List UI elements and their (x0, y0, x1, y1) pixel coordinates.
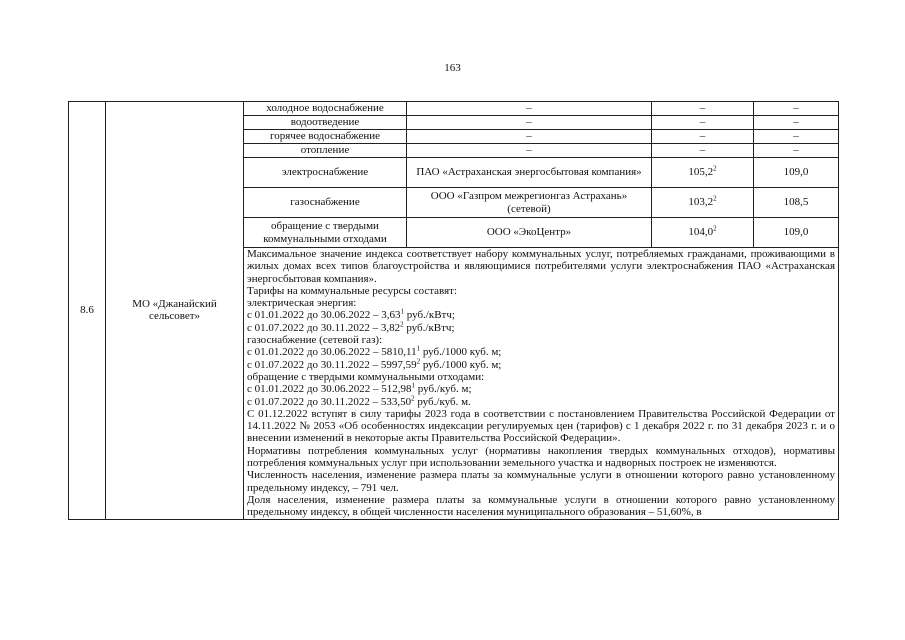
service-name: обращение с твердыми коммунальными отходами (244, 218, 407, 248)
tariff-unit: руб./куб. м. (414, 395, 471, 408)
tariff-text: с 01.07.2022 до 30.11.2022 – 533,50 (247, 395, 412, 408)
tariff-unit: руб./кВтч; (403, 309, 455, 322)
page-number: 163 (444, 62, 461, 74)
tariff-unit: руб./1000 куб. м; (420, 358, 502, 371)
service-index: – (652, 116, 754, 130)
footnote-mark: 2 (400, 320, 404, 329)
service-name: горячее водоснабжение (244, 130, 407, 144)
tariff-text: с 01.01.2022 до 30.06.2022 – 512,98 (247, 383, 412, 396)
gas-tariff-2 (247, 359, 835, 371)
norms-paragraph: Нормативы потребления коммунальных услуг (нормативы накопления твердых коммунальных отходов), нормативы потребления коммунальных услуг при использовании земельного участка и надворных построек не изменяются. (247, 444, 835, 470)
tariff-unit: руб./кВтч; (403, 321, 455, 334)
electricity-tariff-2 (247, 322, 835, 334)
service-name: газоснабжение (244, 188, 407, 218)
service-value: – (754, 116, 839, 130)
service-index: – (652, 130, 754, 144)
footnote-mark: 2 (416, 357, 421, 366)
service-provider: ПАО «Астраханская энергосбытовая компания» (407, 158, 652, 188)
index-value: 105,2 (688, 166, 714, 179)
intro-paragraph: Максимальное значение индекса соответствует набору коммунальных услуг, потребляемых гражданами, проживающими в жилых домах всех типов благоустройства и являющимися потребителями услуги электроснабжения ПАО «Астраханская энергосбытовая компания». (247, 248, 835, 285)
service-index (652, 188, 754, 218)
service-name: водоотведение (244, 116, 407, 130)
service-provider: ООО «Газпром межрегионгаз Астрахань» (сетевой) (407, 188, 652, 218)
service-name: электроснабжение (244, 158, 407, 188)
tariff-text: с 01.01.2022 до 30.06.2022 – 3,63 (247, 309, 401, 322)
service-provider: ООО «ЭкоЦентр» (407, 218, 652, 248)
footnote-mark: 2 (411, 393, 415, 402)
tariff-unit: руб./куб. м; (414, 383, 472, 396)
service-index: – (652, 144, 754, 158)
table-body (69, 102, 839, 520)
service-provider: – (407, 130, 652, 144)
footnote-mark: 1 (416, 344, 421, 353)
service-value: 108,5 (754, 188, 839, 218)
waste-heading: обращение с твердыми коммунальными отходами: (247, 370, 485, 383)
service-value: – (754, 102, 839, 116)
tariff-table (68, 101, 839, 520)
tariff-text: с 01.01.2022 до 30.06.2022 – 5810,11 (247, 346, 417, 359)
tariff-unit: руб./1000 куб. м; (420, 346, 502, 359)
index-value: 103,2 (688, 196, 714, 209)
description-cell (244, 248, 839, 520)
service-provider: – (407, 116, 652, 130)
tariffs-heading: Тарифы на коммунальные ресурсы составят: (247, 284, 458, 297)
row-number: 8.6 (69, 102, 106, 520)
service-provider: – (407, 144, 652, 158)
electricity-heading: электрическая энергия: (247, 297, 357, 310)
footnote-mark: 2 (713, 224, 717, 233)
service-name: холодное водоснабжение (244, 102, 407, 116)
electricity-tariff-1 (247, 309, 835, 321)
index-value: 104,0 (688, 226, 714, 239)
service-value: – (754, 130, 839, 144)
service-provider: – (407, 102, 652, 116)
footnote-mark: 1 (411, 381, 415, 390)
tariff-text: с 01.07.2022 до 30.11.2022 – 3,82 (247, 321, 401, 334)
table-row (69, 102, 839, 116)
share-paragraph: Доля населения, изменение размера платы за коммунальные услуги в отношении которого равно установленному предельному индексу, в общей численности населения муниципального образования – 51,60%, в (247, 493, 835, 519)
service-index (652, 218, 754, 248)
service-value: – (754, 144, 839, 158)
municipality-name: МО «Джанайский сельсовет» (106, 102, 244, 520)
service-value: 109,0 (754, 218, 839, 248)
tariff-text: с 01.07.2022 до 30.11.2022 – 5997,59 (247, 358, 417, 371)
service-value: 109,0 (754, 158, 839, 188)
service-index (652, 158, 754, 188)
footnote-mark: 2 (713, 194, 717, 203)
waste-tariff-2 (247, 393, 835, 408)
population-paragraph: Численность населения, изменение размера платы за коммунальные услуги в отношении которого равно установленному предельному индексу, – 791 чел. (247, 469, 835, 494)
decree-paragraph: С 01.12.2022 вступят в силу тарифы 2023 года в соответствии с постановлением Правительства Российской Федерации от 14.11.2022 № 2053 «Об особенностях индексации регулируемых цен (тарифов) с 1 декабря 2022 г. по 31 декабря 2023 г. и о внесении изменений в некоторые акты Правительства Российской Федерации». (247, 407, 835, 445)
gas-tariff-1 (247, 346, 835, 358)
footnote-mark: 2 (713, 164, 717, 173)
service-index: – (652, 102, 754, 116)
gas-heading: газоснабжение (сетевой газ): (247, 334, 383, 347)
service-name: отопление (244, 144, 407, 158)
footnote-mark: 1 (400, 307, 404, 316)
waste-tariff-1 (247, 383, 835, 395)
